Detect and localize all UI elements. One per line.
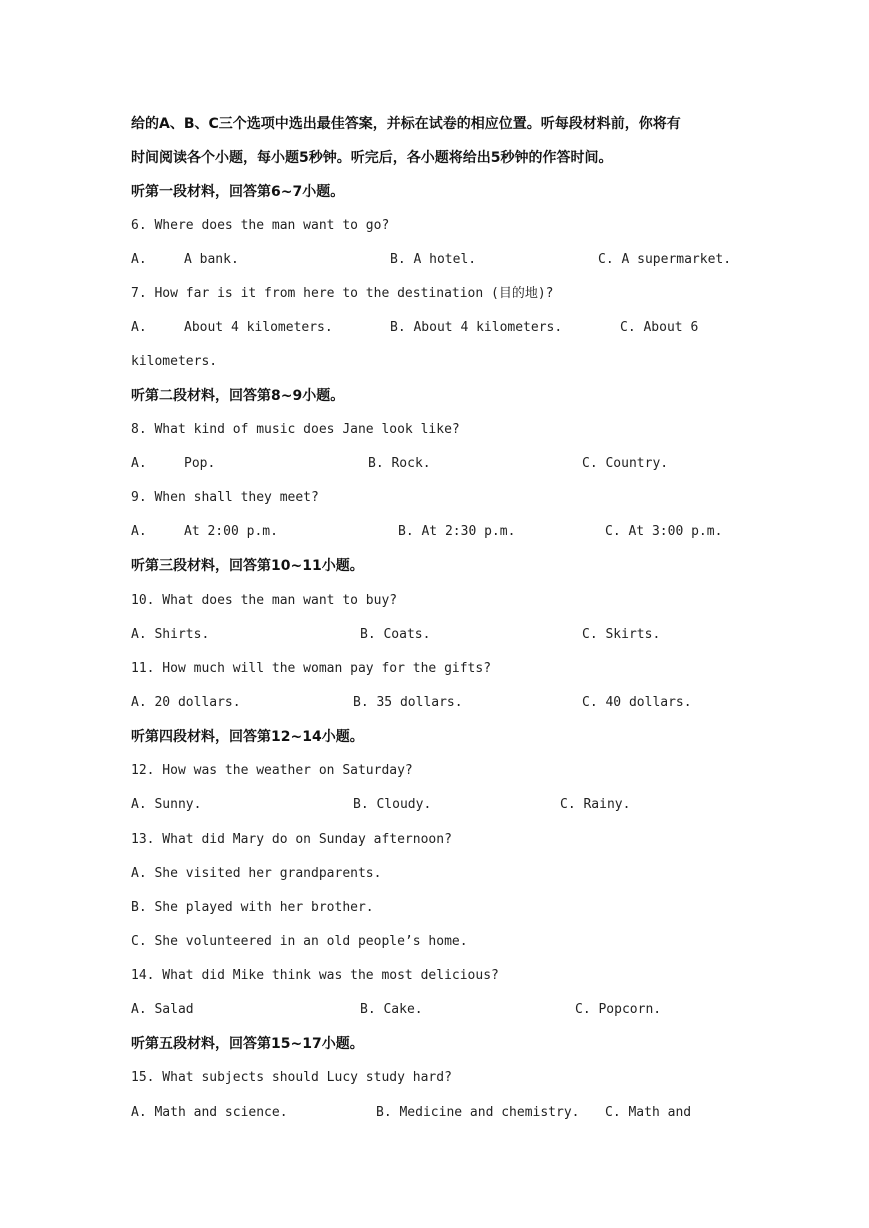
- option-b: B. Cake.: [360, 1002, 423, 1017]
- option-b: B. A hotel.: [390, 252, 477, 267]
- option-b: B. Coats.: [360, 627, 431, 642]
- question-12: 12. How was the weather on Saturday?: [131, 763, 413, 778]
- option-a: A. Shirts.: [131, 627, 210, 642]
- option-c: C. Popcorn.: [575, 1002, 662, 1017]
- section-heading-3: 听第三段材料，回答第10~11小题。: [131, 558, 364, 574]
- option-c: C. At 3:00 p.m.: [605, 524, 723, 539]
- option-a-text: Pop.: [184, 456, 216, 471]
- option-a: A. Math and science.: [131, 1105, 288, 1120]
- option-c: C. A supermarket.: [598, 252, 732, 267]
- option-c: C. Country.: [582, 456, 669, 471]
- option-c: C. Math and: [605, 1105, 692, 1120]
- option-b: B. She played with her brother.: [131, 900, 374, 915]
- option-a: A. 20 dollars.: [131, 695, 241, 710]
- option-a-label: A.: [131, 320, 147, 335]
- option-b: B. About 4 kilometers.: [390, 320, 563, 335]
- option-b: B. Rock.: [368, 456, 431, 471]
- question-6: 6. Where does the man want to go?: [131, 218, 390, 233]
- question-8: 8. What kind of music does Jane look like?: [131, 422, 460, 437]
- question-11: 11. How much will the woman pay for the gifts?: [131, 661, 492, 676]
- section-heading-5: 听第五段材料，回答第15~17小题。: [131, 1036, 364, 1052]
- option-c-continued: kilometers.: [131, 354, 218, 369]
- question-13: 13. What did Mary do on Sunday afternoon?: [131, 832, 452, 847]
- option-a: A. She visited her grandparents.: [131, 866, 382, 881]
- option-c: C. Skirts.: [582, 627, 661, 642]
- option-a-label: A.: [131, 524, 147, 539]
- option-b: B. 35 dollars.: [353, 695, 463, 710]
- section-heading-2: 听第二段材料，回答第8~9小题。: [131, 388, 345, 404]
- option-a-label: A.: [131, 252, 147, 267]
- option-c: C. About 6: [620, 320, 699, 335]
- section-heading-1: 听第一段材料，回答第6~7小题。: [131, 184, 345, 200]
- question-7: 7. How far is it from here to the destination (目的地)?: [131, 286, 554, 301]
- option-b: B. Medicine and chemistry.: [376, 1105, 580, 1120]
- option-b: B. At 2:30 p.m.: [398, 524, 516, 539]
- instruction-line-1: 给的A、B、C三个选项中选出最佳答案，并标在试卷的相应位置。听每段材料前，你将有: [131, 116, 681, 132]
- option-a-text: A bank.: [184, 252, 239, 267]
- option-a: A. Sunny.: [131, 797, 202, 812]
- option-c: C. 40 dollars.: [582, 695, 692, 710]
- section-heading-4: 听第四段材料，回答第12~14小题。: [131, 729, 364, 745]
- instruction-line-2: 时间阅读各个小题，每小题5秒钟。听完后，各小题将给出5秒钟的作答时间。: [131, 150, 613, 166]
- option-c: C. She volunteered in an old people’s home.: [131, 934, 468, 949]
- option-a: A. Salad: [131, 1002, 194, 1017]
- option-a-text: About 4 kilometers.: [184, 320, 333, 335]
- option-a-text: At 2:00 p.m.: [184, 524, 278, 539]
- option-c: C. Rainy.: [560, 797, 631, 812]
- option-b: B. Cloudy.: [353, 797, 432, 812]
- question-9: 9. When shall they meet?: [131, 490, 319, 505]
- question-15: 15. What subjects should Lucy study hard?: [131, 1070, 452, 1085]
- option-a-label: A.: [131, 456, 147, 471]
- question-14: 14. What did Mike think was the most delicious?: [131, 968, 499, 983]
- question-10: 10. What does the man want to buy?: [131, 593, 398, 608]
